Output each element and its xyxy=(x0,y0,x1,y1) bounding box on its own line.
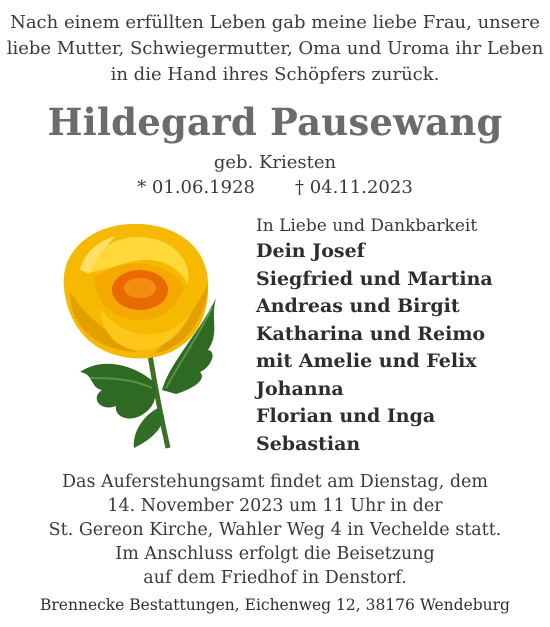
intro-line: liebe Mutter, Schwiegermutter, Oma und Uroma ihr Leben xyxy=(6,38,544,59)
death-date: † 04.11.2023 xyxy=(295,177,413,198)
mourner-name: Johanna xyxy=(256,377,344,400)
service-line: auf dem Friedhof in Denstorf. xyxy=(143,568,407,588)
mourners-list xyxy=(256,214,546,458)
birth-date: * 01.06.1928 xyxy=(137,177,255,198)
service-line: 14. November 2023 um 11 Uhr in der xyxy=(107,496,443,516)
mourner-name: Katharina und Reimo xyxy=(256,322,486,345)
deceased-name: Hildegard Pausewang xyxy=(47,100,503,144)
intro-line: Nach einem erfüllten Leben gab meine liebe Frau, unsere xyxy=(10,12,540,33)
service-line: St. Gereon Kirche, Wahler Weg 4 in Vechelde statt. xyxy=(48,520,502,540)
intro-line: in die Hand ihres Schöpfers zurück. xyxy=(110,64,440,85)
mourners-lead: In Liebe und Dankbarkeit xyxy=(256,216,478,236)
mourner-name: Sebastian xyxy=(256,432,361,455)
mourner-name: Andreas und Birgit xyxy=(256,295,460,317)
mourner-name: Dein Josef xyxy=(256,240,365,262)
yellow-flower-image xyxy=(50,212,230,450)
service-line: Im Anschluss erfolgt die Beisetzung xyxy=(115,544,435,564)
service-info xyxy=(0,470,550,590)
mourner-name: Siegfried und Martina xyxy=(256,267,493,290)
mourner-name: mit Amelie und Felix xyxy=(256,350,477,372)
undertaker-info: Brennecke Bestattungen, Eichenweg 12, 38176 Wendeburg xyxy=(40,596,510,614)
mourner-name: Florian und Inga xyxy=(256,405,436,427)
service-line: Das Auferstehungsamt findet am Dienstag, dem xyxy=(62,472,488,492)
birth-name: geb. Kriesten xyxy=(213,152,337,173)
intro-text xyxy=(0,10,550,88)
life-dates xyxy=(0,177,550,198)
